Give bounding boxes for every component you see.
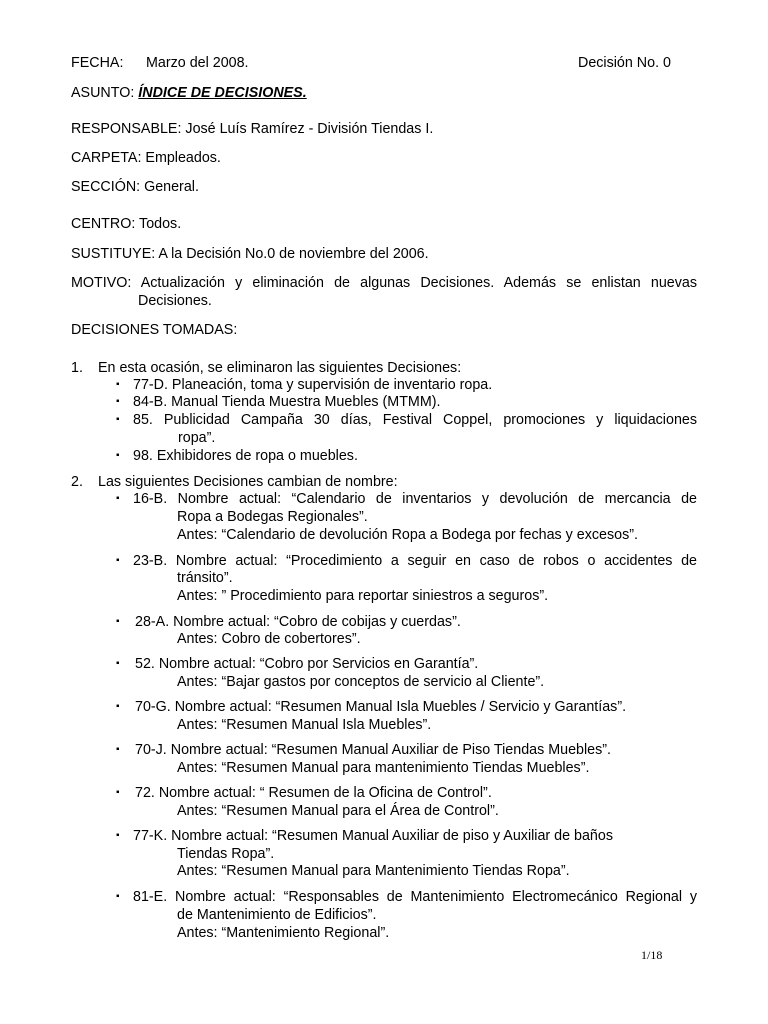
fecha-value: Marzo del 2008. [146,55,249,71]
asunto-value: ÍNDICE DE DECISIONES. [138,85,307,101]
sustituye-line: SUSTITUYE: A la Decisión No.0 de noviembre del 2006. [71,246,429,262]
bullet-icon: ▪ [116,744,120,755]
bullet-icon: ▪ [116,830,120,841]
rename-entry-line: 28-A. Nombre actual: “Cobro de cobijas y cuerdas”. [135,614,461,630]
rename-entry-line: Tiendas Ropa”. [177,846,275,862]
rename-entry-line: 70-J. Nombre actual: “Resumen Manual Auxiliar de Piso Tiendas Muebles”. [135,742,611,758]
rename-entry-line: 81-E. Nombre actual: “Responsables de Mantenimiento Electromecánico Regional y [133,889,697,905]
centro-line: CENTRO: Todos. [71,216,182,232]
rename-entry-line: 77-K. Nombre actual: “Resumen Manual Auxiliar de piso y Auxiliar de baños [133,828,613,844]
rename-entry-previous: Antes: “Resumen Manual para Mantenimiento Tiendas Ropa”. [177,863,570,879]
asunto-row [71,85,307,101]
seccion-line: SECCIÓN: General. [71,179,199,195]
section1-item: 98. Exhibidores de ropa o muebles. [133,448,358,464]
section1-item: 84-B. Manual Tienda Muestra Muebles (MTMM). [133,394,441,410]
bullet-icon: ▪ [116,493,120,504]
rename-entry-previous: Antes: ” Procedimiento para reportar siniestros a seguros”. [177,588,549,604]
bullet-icon: ▪ [116,414,120,425]
bullet-icon: ▪ [116,450,120,461]
section1-item-continuation: ropa”. [178,430,216,446]
bullet-icon: ▪ [116,616,120,627]
section1-number: 1. [71,360,83,376]
rename-entry-previous: Antes: “Bajar gastos por conceptos de servicio al Cliente”. [177,674,545,690]
carpeta-line: CARPETA: Empleados. [71,150,221,166]
responsable-line: RESPONSABLE: José Luís Ramírez - División Tiendas I. [71,121,434,137]
rename-entry-line: 52. Nombre actual: “Cobro por Servicios en Garantía”. [135,656,479,672]
rename-entry-previous: Antes: “Mantenimiento Regional”. [177,925,390,941]
section1-title: En esta ocasión, se eliminaron las siguientes Decisiones: [98,360,462,376]
bullet-icon: ▪ [116,379,120,390]
rename-entry-previous: Antes: “Resumen Manual para el Área de Control”. [177,803,499,819]
rename-entry-line: 70-G. Nombre actual: “Resumen Manual Isla Muebles / Servicio y Garantías”. [135,699,627,715]
decision-number: Decisión No. 0 [578,55,671,71]
section2-title: Las siguientes Decisiones cambian de nombre: [98,474,398,490]
bullet-icon: ▪ [116,891,120,902]
rename-entry-line: Ropa a Bodegas Regionales”. [177,509,368,525]
bullet-icon: ▪ [116,658,120,669]
rename-entry-previous: Antes: “Resumen Manual Isla Muebles”. [177,717,432,733]
page-number: 1/18 [641,948,663,962]
decisiones-tomadas-heading: DECISIONES TOMADAS: [71,322,238,338]
motivo-line-1: MOTIVO: Actualización y eliminación de algunas Decisiones. Además se enlistan nuevas [71,275,697,291]
bullet-icon: ▪ [116,396,120,407]
rename-entry-line: 72. Nombre actual: “ Resumen de la Oficina de Control”. [135,785,492,801]
section1-item: 85. Publicidad Campaña 30 días, Festival Coppel, promociones y liquidaciones [133,412,697,428]
motivo-line-2: Decisiones. [138,293,212,309]
bullet-icon: ▪ [116,701,120,712]
rename-entry-previous: Antes: “Resumen Manual para mantenimiento Tiendas Muebles”. [177,760,590,776]
rename-entry-line: 16-B. Nombre actual: “Calendario de inventarios y devolución de mercancia de [133,491,697,507]
rename-entry-previous: Antes: Cobro de cobertores”. [177,631,361,647]
fecha-label: FECHA: [71,55,124,71]
section2-number: 2. [71,474,83,490]
rename-entry-previous: Antes: “Calendario de devolución Ropa a Bodega por fechas y excesos”. [177,527,638,543]
asunto-label: ASUNTO: [71,85,135,101]
bullet-icon: ▪ [116,787,120,798]
rename-entry-line: 23-B. Nombre actual: “Procedimiento a seguir en caso de robos o accidentes de [133,553,697,569]
rename-entry-line: tránsito”. [177,570,233,586]
section1-item: 77-D. Planeación, toma y supervisión de inventario ropa. [133,377,493,393]
bullet-icon: ▪ [116,555,120,566]
rename-entry-line: de Mantenimiento de Edificios”. [177,907,377,923]
